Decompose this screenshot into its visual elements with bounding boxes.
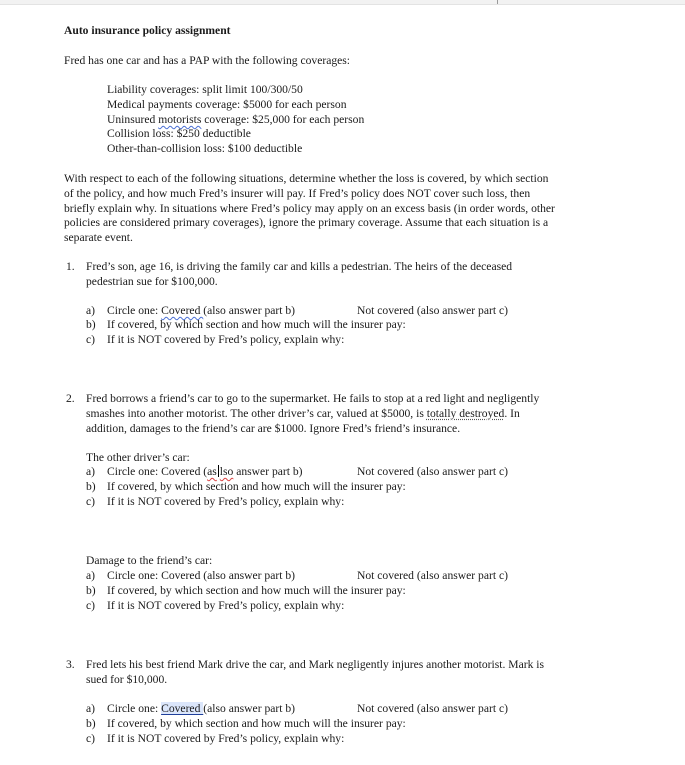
q1-not-covered-option[interactable]: Not covered (also answer part c) (357, 304, 508, 317)
coverage-liability: Liability coverages: split limit 100/300/50 (107, 83, 303, 96)
instructions-line: With respect to each of the following situations, determine whether the loss is covered, by which section (64, 172, 549, 185)
q1-c-text: If it is NOT covered by Fred’s policy, explain why: (107, 333, 345, 346)
q1-c-label: c) (86, 333, 96, 346)
q2-text: Fred borrows a friend’s car to go to the supermarket. He fails to stop at a red light and negligently (86, 392, 540, 405)
q2-line2-a: smashes into another motorist. The other driver’s car, valued at $5000, is (86, 407, 427, 420)
q3-c-label: c) (86, 732, 96, 745)
q2-sub2-b-text: If covered, by which section and how much will the insurer pay: (107, 584, 406, 597)
coverage-otc: Other-than-collision loss: $100 deductible (107, 142, 303, 155)
q2-sub1-a-label: a) (86, 465, 96, 478)
q2-sub2-c-label: c) (86, 599, 96, 612)
coverage-uninsured (107, 113, 364, 127)
q2-sub1-a-text (107, 465, 303, 479)
q1-b-label: b) (86, 318, 96, 331)
q2-line2-c: . In (504, 407, 520, 420)
coverage-uninsured-b: coverage: $25,000 for each person (201, 113, 365, 126)
q2-sub1-a-prefix: Circle one: Covered ( (107, 465, 208, 478)
q3-b-label: b) (86, 717, 96, 730)
instructions-line: policies are considered primary coverages), ignore the primary coverage. Assume that each situation is a (64, 216, 549, 229)
q2-sub2-not-covered-option[interactable]: Not covered (also answer part c) (357, 569, 508, 582)
q1-a-text (107, 304, 295, 318)
q2-sub1-heading: The other driver’s car: (86, 451, 190, 464)
q3-number: 3. (66, 658, 75, 671)
q1-b-text: If covered, by which section and how much will the insurer pay: (107, 318, 406, 331)
q3-c-text: If it is NOT covered by Fred’s policy, explain why: (107, 732, 345, 745)
q2-sub2-a-text[interactable]: Circle one: Covered (also answer part b) (107, 569, 296, 582)
q3-text: Fred lets his best friend Mark drive the car, and Mark negligently injures another motorist. Mark is (86, 658, 545, 671)
grammar-flag-totally-destroyed[interactable]: totally destroyed (426, 407, 505, 420)
spelling-flag-motorists[interactable]: motorists (158, 113, 202, 126)
window-top-bar (0, 0, 685, 5)
q1-text: pedestrian sue for $100,000. (86, 275, 218, 288)
q2-sub1-c-text: If it is NOT covered by Fred’s policy, explain why: (107, 495, 345, 508)
instructions-line: separate event. (64, 231, 133, 244)
q3-a-rest: (also answer part b) (203, 702, 296, 715)
q1-a-rest: (also answer part b) (203, 304, 296, 317)
text-cursor (218, 465, 219, 477)
instructions-line: of the policy, and how much Fred’s insurer will pay. If Fred’s policy does NOT cover such loss, then (64, 187, 531, 200)
q2-number: 2. (66, 392, 75, 405)
instructions-line: briefly explain why. In situations where Fred’s policy may apply on an excess basis (in order words, other (64, 202, 555, 215)
coverage-collision: Collision loss: $250 deductible (107, 127, 251, 140)
q2-sub1-lso[interactable]: lso (219, 465, 234, 478)
page-title: Auto insurance policy assignment (64, 24, 231, 37)
q3-a-prefix: Circle one: (107, 702, 162, 715)
q3-covered-option[interactable]: Covered (161, 702, 204, 715)
q2-sub2-b-label: b) (86, 584, 96, 597)
q1-number: 1. (66, 260, 75, 273)
q1-a-prefix: Circle one: (107, 304, 162, 317)
q1-text: Fred’s son, age 16, is driving the family car and kills a pedestrian. The heirs of the deceased (86, 260, 513, 273)
q2-sub1-not-covered-option[interactable]: Not covered (also answer part c) (357, 465, 508, 478)
q2-sub2-a-label: a) (86, 569, 96, 582)
q3-a-text (107, 702, 295, 716)
q2-sub1-b-text: If covered, by which section and how much will the insurer pay: (107, 480, 406, 493)
q2-sub1-b-label: b) (86, 480, 96, 493)
coverage-medical: Medical payments coverage: $5000 for each person (107, 98, 347, 111)
intro-text: Fred has one car and has a PAP with the following coverages: (64, 54, 351, 67)
q2-sub2-c-text: If it is NOT covered by Fred’s policy, explain why: (107, 599, 345, 612)
ruler-marker (497, 0, 498, 4)
q2-sub1-a-rest: answer part b) (233, 465, 303, 478)
coverage-uninsured-a: Uninsured (107, 113, 159, 126)
q3-b-text: If covered, by which section and how much will the insurer pay: (107, 717, 406, 730)
q3-text: sued for $10,000. (86, 673, 168, 686)
q2-sub1-c-label: c) (86, 495, 96, 508)
q1-covered-option[interactable]: Covered (161, 304, 204, 317)
q2-text: addition, damages to the friend’s car are $1000. Ignore Fred’s friend’s insurance. (86, 422, 461, 435)
q3-a-label: a) (86, 702, 96, 715)
q3-not-covered-option[interactable]: Not covered (also answer part c) (357, 702, 508, 715)
q2-text (86, 407, 520, 421)
q2-sub2-heading: Damage to the friend’s car: (86, 554, 213, 567)
q2-sub1-as[interactable]: as (207, 465, 217, 478)
q1-a-label: a) (86, 304, 96, 317)
